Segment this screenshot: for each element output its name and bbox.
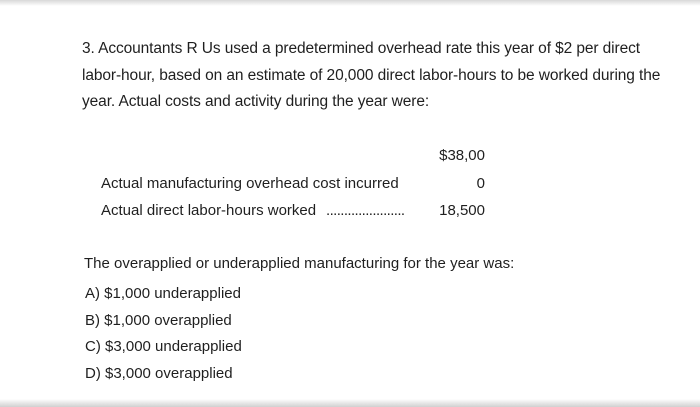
labor-hours-label: Actual direct labor-hours worked: [101, 202, 317, 219]
option-a[interactable]: A) $1,000 underapplied: [85, 285, 241, 302]
answer-prompt: The overapplied or underapplied manufacturing for the year was:: [84, 255, 515, 272]
option-b[interactable]: B) $1,000 overapplied: [85, 311, 232, 329]
question-line-2: labor-hour, based on an estimate of 20,000 direct labor-hours to be worked during the: [82, 66, 661, 84]
question-line-1: 3. Accountants R Us used a predetermined overhead rate this year of $2 per direct: [82, 40, 640, 57]
dot-leader: ......................: [326, 202, 405, 219]
overhead-value-part2: 0: [476, 175, 485, 192]
question-line-3: year. Actual costs and activity during the year were:: [82, 93, 430, 110]
answer-options: [85, 281, 242, 387]
labor-hours-value: 18,500: [439, 202, 485, 219]
option-d[interactable]: D) $3,000 overapplied: [85, 364, 233, 382]
option-c[interactable]: C) $3,000 underapplied: [85, 338, 242, 355]
bottom-edge: [0, 399, 700, 407]
overhead-label: Actual manufacturing overhead cost incurred: [101, 175, 399, 192]
overhead-value-part1: $38,00: [439, 147, 485, 164]
